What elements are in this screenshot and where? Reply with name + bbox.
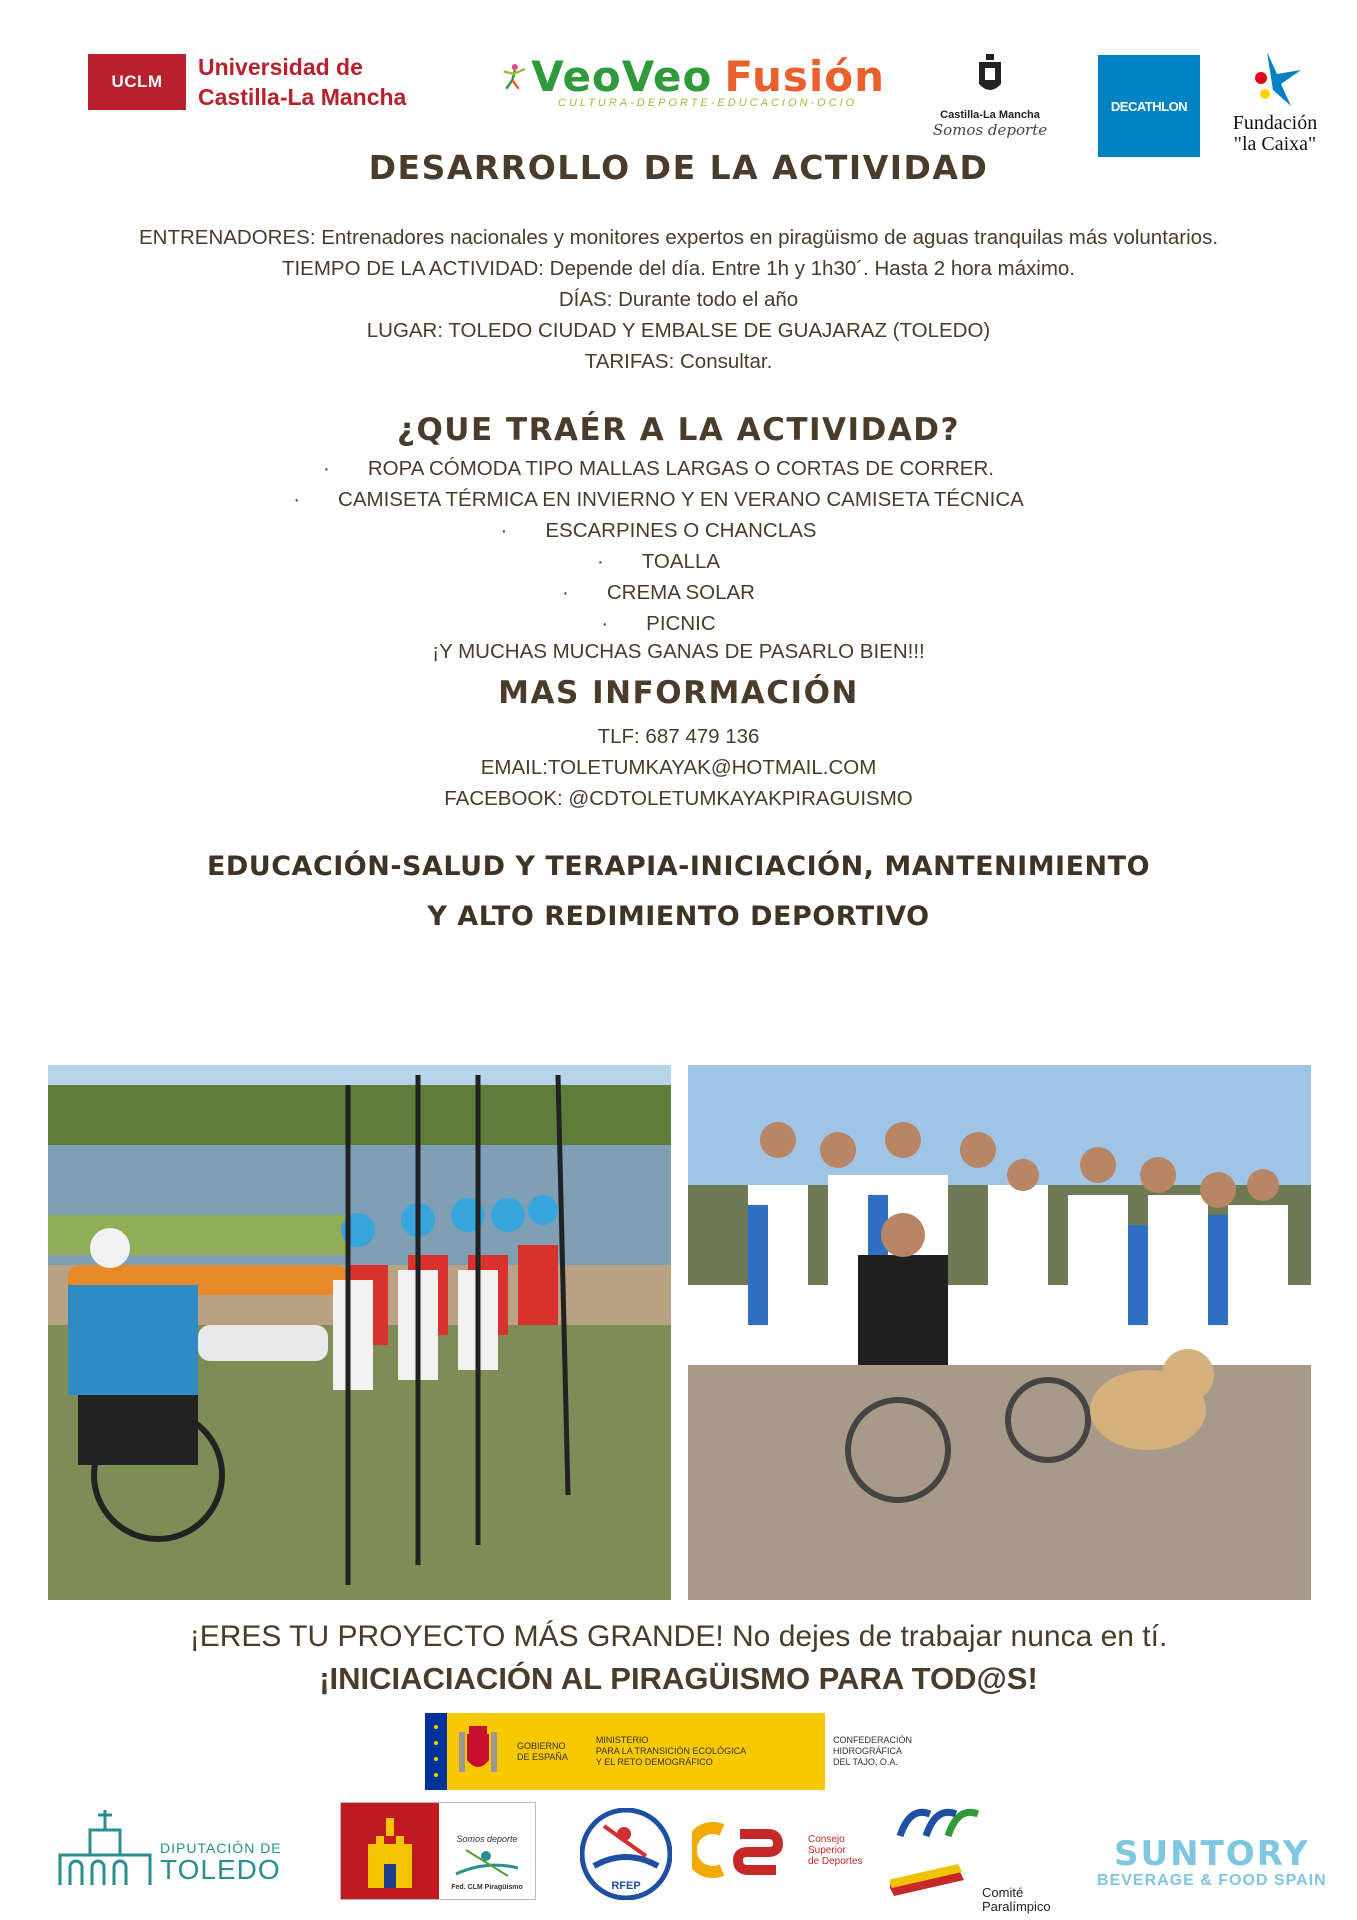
phone: TLF: 687 479 136 [597,725,760,748]
item-text: TOALLA [641,550,721,573]
contact-info [0,721,1357,814]
gob-text: DEL TAJO, O.A. [833,1757,898,1767]
csd-mark-icon [692,1820,802,1880]
gobierno-banner [425,1713,935,1790]
gobierno-col3 [825,1713,935,1790]
suntory-big: SUNTORY [1114,1834,1310,1874]
decathlon-logo [1098,55,1200,157]
diputacion-toledo-logo [50,1790,290,1890]
bullet: · [601,612,609,635]
fed-name: Fed. CLM Piragüismo [451,1884,523,1891]
dancer-icon [500,54,527,100]
diputacion-big: TOLEDO [160,1854,281,1885]
star-icon [1245,48,1305,108]
gobierno-col1 [517,1741,568,1763]
bullet: · [500,519,508,542]
csd-line: de Deportes [808,1855,863,1867]
item-text: PICNIC [646,612,716,635]
list-item [0,515,1357,546]
photo-kayak-group [48,1065,671,1600]
info-line: TARIFAS: Consultar. [584,350,773,373]
gob-text: HIDROGRÁFICA [833,1746,903,1756]
email: EMAIL:TOLETUMKAYAK@HOTMAIL.COM [480,756,877,779]
csd-line: Superior [808,1844,846,1856]
veoveo-fusion-logo [500,52,885,109]
info-line: TIEMPO DE LA ACTIVIDAD: Depende del día. Entre 1h y 1h30´. Hasta 2 hora máximo. [281,257,1076,280]
gob-text: Y EL RETO DEMOGRÁFICO [595,1757,713,1767]
gobierno-col2 [596,1735,746,1768]
veoveo-part1: VeoVeo [531,52,713,101]
caixa-line1: Fundación [1232,112,1318,134]
veoveo-subtitle: CULTURA-DEPORTE-EDUCACION-OCIO [558,97,858,109]
castilla-la-mancha-logo [905,54,1075,139]
csd-line: Consejo [808,1833,845,1845]
list-item [0,484,1357,515]
toledo-monument-icon [50,1790,160,1890]
caixa-line2: "la Caixa" [1233,133,1317,155]
bullet: · [323,457,330,480]
diputacion-small: DIPUTACIÓN DE [160,1840,282,1856]
eu-flag-icon [425,1713,447,1790]
uclm-name [198,52,406,112]
spain-coat-of-arms-icon [455,1722,501,1782]
clm-slogan: Somos deporte [932,121,1048,139]
la-caixa-logo [1215,48,1335,155]
bring-closing: ¡Y MUCHAS MUCHAS GANAS DE PASARLO BIEN!!! [432,640,925,663]
comite-paralimpico-logo [890,1796,1070,1914]
info-line: ENTRENADORES: Entrenadores nacionales y monitores expertos en piragüismo de aguas tranquilas más voluntarios. [138,226,1219,249]
program-slogan [0,842,1357,942]
slogan-line2: Y ALTO REDIMIENTO DEPORTIVO [427,901,930,932]
tagline-1: ¡ERES TU PROYECTO MÁS GRANDE! No dejes de trabajar nunca en tí. [189,1620,1168,1653]
bullet: · [293,488,301,511]
gob-text: CONFEDERACIÓN [833,1735,913,1745]
veoveo-part2: Fusión [724,52,885,101]
photo-group-medals [688,1065,1311,1600]
more-info-heading: MAS INFORMACIÓN [498,675,859,711]
item-text: ESCARPINES O CHANCLAS [545,519,817,542]
paralympic-agitos-icon [890,1796,980,1906]
suntory-logo [1097,1836,1327,1890]
bring-heading: ¿QUE TRAÉR A LA ACTIVIDAD? [396,412,961,448]
slogan-line1: EDUCACIÓN-SALUD Y TERAPIA-INICIACIÓN, MANTENIMIENTO [206,851,1151,882]
tagline-2: ¡INICIACIACIÓN AL PIRAGÜISMO PARA TOD@S! [319,1661,1038,1696]
page-title: DESARROLLO DE LA ACTIVIDAD [368,148,989,187]
castle-shield-icon [977,54,1003,98]
facebook: FACEBOOK: @CDTOLETUMKAYAKPIRAGUISMO [444,787,913,810]
bring-list [0,453,1357,639]
item-text: CREMA SOLAR [606,581,755,604]
castle-icon [362,1814,418,1888]
uclm-logo [88,52,406,112]
rfep-text: RFEP [611,1880,641,1892]
bullet: · [596,550,604,573]
gob-text: PARA LA TRANSICIÓN ECOLÓGICA [595,1746,747,1756]
gob-text: DE ESPAÑA [517,1751,568,1762]
uclm-box [88,54,186,110]
uclm-box-text: UCLM [111,72,163,91]
gob-text: MINISTERIO [595,1735,649,1745]
uclm-name-line1: Universidad de [198,54,363,80]
activity-info [0,222,1357,377]
item-text: CAMISETA TÉRMICA EN INVIERNO Y EN VERANO CAMISETA TÉCNICA [338,488,1024,511]
info-line: DÍAS: Durante todo el año [558,288,799,311]
info-line: LUGAR: TOLEDO CIUDAD Y EMBALSE DE GUAJARAZ (TOLEDO) [366,319,991,342]
item-text: ROPA CÓMODA TIPO MALLAS LARGAS O CORTAS DE CORRER. [367,457,994,480]
kayak-icon [452,1844,522,1884]
uclm-name-line2: Castilla-La Mancha [198,84,407,110]
list-item [0,546,1357,577]
para-line1: Comité [982,1885,1024,1900]
fed-clm-piraguismo-logo [340,1802,536,1900]
para-line2: Paralímpico [982,1899,1051,1914]
list-item [0,577,1357,608]
fed-slogan: Somos deporte [456,1834,518,1844]
list-item [0,453,1357,484]
suntory-small: BEVERAGE & FOOD SPAIN [1097,1872,1327,1889]
list-item [0,608,1357,639]
decathlon-text: DECATHLON [1110,98,1188,114]
clm-name: Castilla-La Mancha [940,109,1040,121]
rfep-logo [580,1808,672,1900]
gob-text: GOBIERNO [517,1740,566,1751]
csd-logo [692,1820,862,1880]
bullet: · [562,581,569,604]
